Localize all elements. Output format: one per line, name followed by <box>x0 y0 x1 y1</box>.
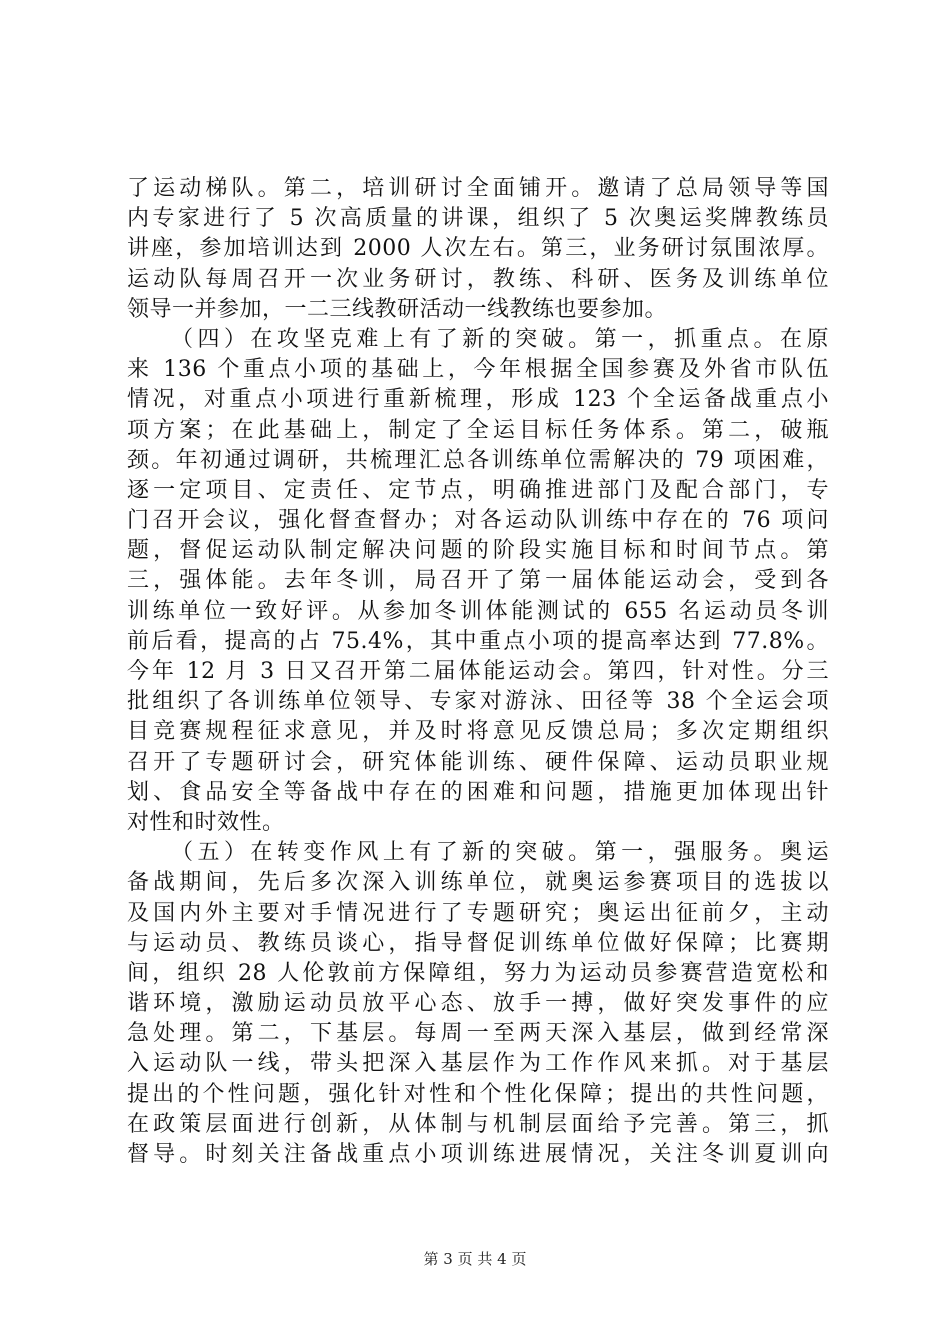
text-line: 提出的个性问题，强化针对性和个性化保障；提出的共性问题， <box>127 1081 829 1107</box>
text-line: 颈。年初通过调研，共梳理汇总各训练单位需解决的 79 项困难， <box>127 447 829 473</box>
text-line: 间，组织 28 人伦敦前方保障组，努力为运动员参赛营造宽松和 <box>127 960 829 986</box>
text-line: 对性和时效性。 <box>127 809 285 835</box>
text-line: 批组织了各训练单位领导、专家对游泳、田径等 38 个全运会项 <box>127 689 829 715</box>
text-line: 运动队每周召开一次业务研讨，教练、科研、医务及训练单位 <box>127 266 829 292</box>
text-line: 逐一定项目、定责任、定节点，明确推进部门及配合部门，专 <box>127 477 829 503</box>
text-line: 今年 12 月 3 日又召开第二届体能运动会。第四，针对性。分三 <box>127 659 829 684</box>
text-line: 项方案；在此基础上，制定了全运目标任务体系。第二，破瓶 <box>127 417 829 443</box>
text-line: 及国内外主要对手情况进行了专题研究；奥运出征前夕，主动 <box>127 900 829 926</box>
text-line: 划、食品安全等备战中存在的困难和问题，措施更加体现出针 <box>127 779 829 805</box>
text-line: 三，强体能。去年冬训，局召开了第一届体能运动会，受到各 <box>127 568 829 594</box>
text-line: 了运动梯队。第二，培训研讨全面铺开。邀请了总局领导等国 <box>127 176 829 201</box>
text-line: 入运动队一线，带头把深入基层作为工作作风来抓。对于基层 <box>127 1051 829 1077</box>
text-line: 题，督促运动队制定解决问题的阶段实施目标和时间节点。第 <box>127 538 829 564</box>
text-line: 谐环境，激励运动员放平心态、放手一搏，做好突发事件的应 <box>127 991 829 1017</box>
paragraph-start-line: （五）在转变作风上有了新的突破。第一，强服务。奥运 <box>171 840 829 866</box>
document-body <box>127 174 829 1170</box>
text-line: 门召开会议，强化督查督办；对各运动队训练中存在的 76 项问 <box>127 508 829 534</box>
text-line: 情况，对重点小项进行重新梳理，形成 123 个全运备战重点小 <box>127 387 829 413</box>
text-line: 督导。时刻关注备战重点小项训练进展情况，关注冬训夏训向 <box>127 1142 829 1167</box>
text-line: 训练单位一致好评。从参加冬训体能测试的 655 名运动员冬训 <box>127 598 829 624</box>
page-number-footer: 第 3 页 共 4 页 <box>423 1250 527 1268</box>
text-line: 备战期间，先后多次深入训练单位，就奥运参赛项目的选拔以 <box>127 870 829 896</box>
text-line: 内专家进行了 5 次高质量的讲课，组织了 5 次奥运奖牌教练员 <box>127 206 829 232</box>
text-line: 在政策层面进行创新，从体制与机制层面给予完善。第三，抓 <box>127 1111 829 1137</box>
text-line: 领导一并参加，一二三线教研活动一线教练也要参加。 <box>127 296 668 322</box>
text-line: 目竞赛规程征求意见，并及时将意见反馈总局；多次定期组织 <box>127 719 829 745</box>
text-line: 来 136 个重点小项的基础上，今年根据全国参赛及外省市队伍 <box>127 357 829 383</box>
paragraph-start-line: （四）在攻坚克难上有了新的突破。第一，抓重点。在原 <box>171 326 829 352</box>
text-line: 召开了专题研讨会，研究体能训练、硬件保障、运动员职业规 <box>127 749 829 775</box>
text-line: 急处理。第二，下基层。每周一至两天深入基层，做到经常深 <box>127 1021 829 1047</box>
text-line: 讲座，参加培训达到 2000 人次左右。第三，业务研讨氛围浓厚。 <box>127 236 829 262</box>
text-line: 前后看，提高的占 75.4%，其中重点小项的提高率达到 77.8%。 <box>127 628 829 654</box>
text-line: 与运动员、教练员谈心，指导督促训练单位做好保障；比赛期 <box>127 930 829 956</box>
